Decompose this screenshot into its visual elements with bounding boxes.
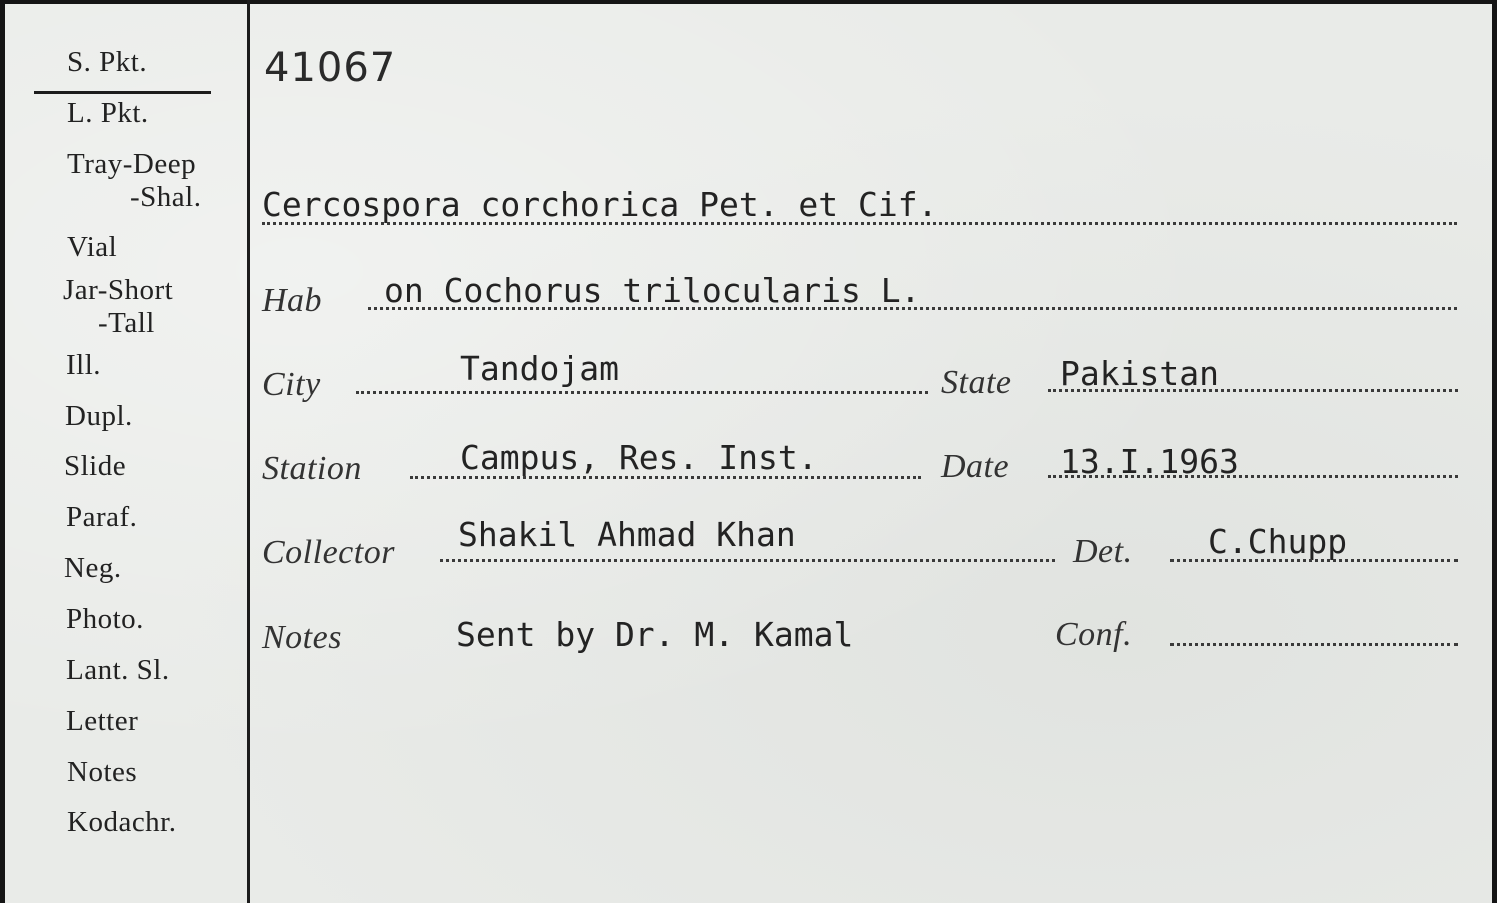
label-notes-side: Notes [67,756,138,788]
state-label: State [941,364,1012,401]
card-left-edge [0,0,5,903]
notes-value: Sent by Dr. M. Kamal [456,615,854,654]
det-value: C.Chupp [1208,522,1348,561]
label-jar-tall: -Tall [98,307,155,339]
date-rule [1048,475,1458,478]
label-l-pkt: L. Pkt. [67,97,149,129]
label-photo: Photo. [66,603,144,635]
label-lant-sl: Lant. Sl. [66,654,170,686]
label-jar-short: Jar-Short [63,274,174,306]
collector-label: Collector [262,534,395,571]
notes-label: Notes [262,619,342,656]
hab-label: Hab [262,282,323,319]
conf-label: Conf. [1055,616,1133,653]
card-top-edge [0,0,1497,4]
packet-rule [34,91,211,94]
collector-value: Shakil Ahmad Khan [458,515,796,554]
city-label: City [262,366,321,403]
state-value: Pakistan [1060,354,1219,393]
det-label: Det. [1073,533,1133,570]
label-tray-deep: Tray-Deep [67,148,197,180]
det-rule [1170,559,1458,562]
date-value: 13.I.1963 [1060,442,1239,481]
label-paraf: Paraf. [66,501,138,533]
column-divider [247,0,250,903]
label-dupl: Dupl. [65,400,133,432]
conf-rule [1170,643,1458,646]
species-name: Cercospora corchorica Pet. et Cif. [262,185,938,224]
station-label: Station [262,450,362,487]
label-vial: Vial [67,231,118,263]
hab-value: on Cochorus trilocularis L. [384,271,921,310]
state-rule [1048,389,1458,392]
species-rule [262,222,1457,225]
city-rule [356,391,928,394]
label-neg: Neg. [64,552,122,584]
label-ill: Ill. [66,349,102,381]
label-letter: Letter [66,705,139,737]
station-value: Campus, Res. Inst. [460,438,818,477]
date-label: Date [941,448,1010,485]
station-rule [410,476,921,479]
label-tray-shal: -Shal. [130,181,202,213]
label-slide: Slide [64,450,127,482]
card-right-edge [1492,0,1497,903]
label-kodachr: Kodachr. [67,806,177,838]
label-s-pkt: S. Pkt. [67,46,148,78]
collector-rule [440,559,1055,562]
hab-rule [368,307,1457,310]
catalog-number: 41067 [264,45,397,91]
city-value: Tandojam [460,349,619,388]
